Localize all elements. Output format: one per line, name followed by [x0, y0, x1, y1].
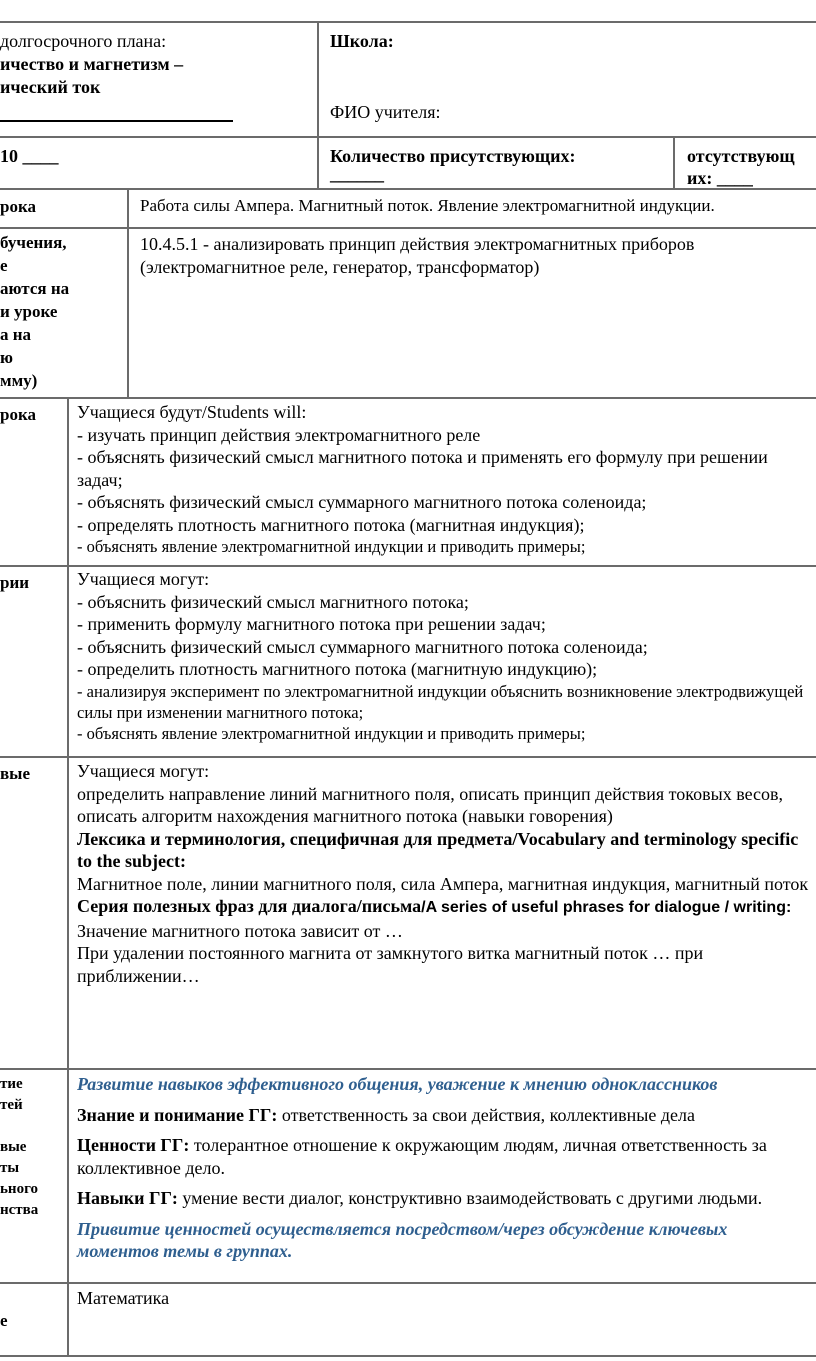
skills-label: Навыки ГГ: — [77, 1188, 178, 1208]
criteria-content — [77, 568, 812, 744]
knowledge-line — [77, 1104, 816, 1127]
criteria-label: рии — [0, 573, 30, 592]
links-label: е — [0, 1311, 8, 1330]
table-bottom-border — [0, 1355, 816, 1357]
absent-label: отсутствующ — [687, 146, 795, 166]
objectives-label-line: аются на — [0, 279, 70, 298]
goals-line: - объяснять физический смысл магнитного потока и применять его формулу при решении задач; — [77, 447, 768, 490]
values-footer: Привитие ценностей осуществляется посредством/через обсуждение ключевых моментов темы в группах. — [77, 1218, 728, 1261]
plan-label: долгосрочного плана: — [0, 31, 167, 51]
col-line-lower — [67, 397, 69, 1355]
skills-text: умение вести диалог, конструктивно взаимодействовать с другими людьми. — [177, 1188, 763, 1208]
goals-line: - изучать принцип действия электромагнитного реле — [77, 424, 481, 445]
goals-line: - объяснять явление электромагнитной индукции и приводить примеры; — [77, 537, 586, 556]
present-blank: ______ — [330, 164, 384, 184]
objectives-text: 10.4.5.1 - анализировать принцип действия электромагнитных приборов (электромагнитное реле, генератор, трансформатор) — [140, 234, 695, 277]
phrase-2: При удалении постоянного магнита от замкнутого витка магнитный поток … при приближении… — [77, 943, 704, 986]
row-line-objectives — [0, 227, 816, 229]
row-line-links — [0, 1282, 816, 1284]
table-top-border — [0, 21, 816, 23]
knowledge-text: ответственность за свои действия, коллективные дела — [277, 1104, 696, 1125]
objectives-label-line: бучения, — [0, 233, 67, 252]
language-content — [77, 760, 812, 987]
teacher-label: ФИО учителя: — [330, 102, 441, 122]
criteria-line: - объяснять явление электромагнитной индукции и приводить примеры; — [77, 723, 586, 743]
phrase-1: Значение магнитного потока зависит от … — [77, 920, 403, 941]
criteria-line: - определить плотность магнитного потока (магнитную индукцию); — [77, 659, 598, 679]
col-line-header-right — [673, 136, 675, 188]
values-label — [0, 1073, 66, 1233]
values-content — [77, 1073, 816, 1263]
row-line-criteria — [0, 565, 816, 567]
values-label-line: тие — [0, 1076, 23, 1092]
values-heading: Развитие навыков эффективного общения, уважение к мнению одноклассников — [77, 1074, 718, 1094]
language-intro: Учащиеся могут: — [77, 761, 210, 781]
row-line-goals — [0, 397, 816, 399]
criteria-line: - применить формулу магнитного потока при решении задач; — [77, 614, 546, 634]
present-label: Количество присутствующих: — [330, 146, 576, 166]
links-text: Математика — [77, 1288, 170, 1308]
values-gg-text: толерантное отношение к окружающим людям, личная ответственность за коллективное дело. — [77, 1135, 767, 1178]
criteria-line: - объяснить физический смысл суммарного магнитного потока соленоида; — [77, 636, 648, 657]
values-label-line: вые — [0, 1139, 27, 1155]
values-label-line: ьного — [0, 1181, 39, 1197]
absent-label-2: их: ____ — [687, 168, 753, 188]
language-label: вые — [0, 764, 30, 783]
objectives-label-line: и уроке — [0, 302, 58, 321]
objectives-label-line: ю — [0, 348, 13, 367]
col-line-upper — [127, 188, 129, 397]
skills-line — [77, 1187, 812, 1210]
values-gg-line — [77, 1134, 767, 1179]
goals-label: рока — [0, 405, 36, 424]
row-line-language — [0, 756, 816, 758]
section-underline — [0, 120, 233, 122]
vocab-text: Магнитное поле, линии магнитного поля, сила Ампера, магнитная индукция, магнитный поток — [77, 873, 809, 894]
criteria-line: Учащиеся могут: — [77, 569, 210, 589]
values-label-line: тей — [0, 1097, 23, 1113]
row-line-values — [0, 1068, 816, 1070]
knowledge-label: Знание и понимание ГГ: — [77, 1104, 278, 1125]
school-label: Школа: — [330, 31, 394, 51]
phrases-heading-ru: Серия полезных фраз для диалога/письма — [77, 896, 422, 916]
objectives-label-line: мму) — [0, 371, 38, 390]
values-gg-label: Ценности ГГ: — [77, 1135, 190, 1155]
phrases-heading — [77, 895, 812, 920]
col-line-header-mid — [317, 21, 319, 188]
objectives-label-line: а на — [0, 325, 32, 344]
goals-line: Учащиеся будут/Students will: — [77, 402, 307, 422]
criteria-line: - анализируя эксперимент по электромагнитной индукции объяснить возникновение электродвижущей силы при изменении магнитного потока; — [77, 681, 804, 722]
grade-label: 10 ____ — [0, 146, 59, 166]
vocab-heading: Лексика и терминология, специфичная для предмета/Vocabulary and terminology specific to the subject: — [77, 828, 799, 871]
goals-line: - определять плотность магнитного потока (магнитная индукция); — [77, 514, 585, 535]
values-label-line: нства — [0, 1202, 39, 1218]
phrases-heading-en: /A series of useful phrases for dialogue / writing: — [421, 899, 792, 916]
section-title-line2: ический ток — [0, 77, 101, 97]
topic-label: рока — [0, 197, 36, 216]
goals-line: - объяснять физический смысл суммарного магнитного потока соленоида; — [77, 492, 647, 512]
section-title-line1: ичество и магнетизм – — [0, 54, 184, 74]
objectives-label — [0, 232, 125, 394]
values-label-line: ты — [0, 1160, 20, 1176]
objectives-label-line: е — [0, 256, 8, 275]
row-line-grade — [0, 136, 816, 138]
goals-content — [77, 401, 812, 559]
topic-text: Работа силы Ампера. Магнитный поток. Явление электромагнитной индукции. — [140, 196, 715, 215]
language-text: определить направление линий магнитного поля, описать принцип действия токовых весов, описать алгоритм нахождения магнитного потока (навыки говорения) — [77, 783, 784, 826]
criteria-line: - объяснить физический смысл магнитного потока; — [77, 591, 469, 612]
